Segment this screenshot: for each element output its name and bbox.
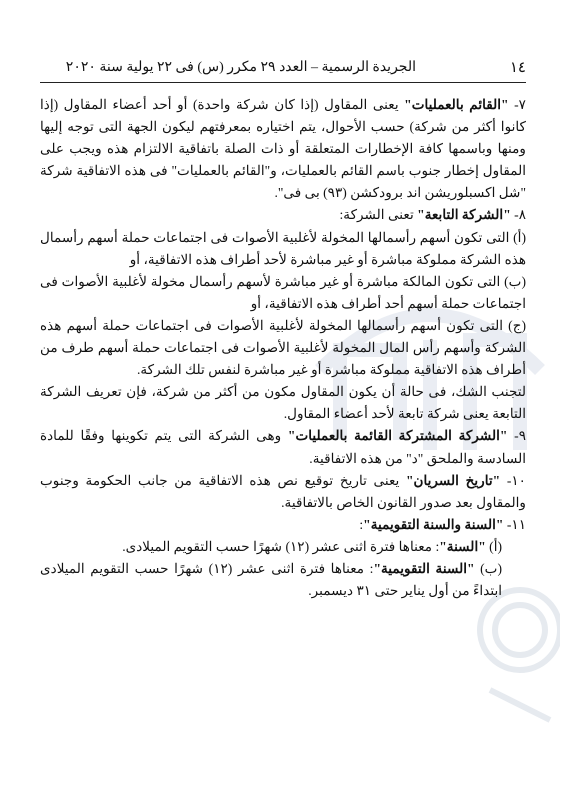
defined-term: "السنة" [439,538,486,554]
header-rule [40,82,526,83]
paragraph-8-a: (أ) التى تكون أسهم رأسمالها المخولة لأغلبية الأصوات فى اجتماعات حملة أسهم رأسمال هذه الشركة مملوكة مباشرة أو غير مباشرة لأحد أطراف هذه الاتفاقية، أو [40,229,526,267]
paragraph-text: وهى الشركة التى يتم تكوينها وفقًا للمادة السادسة والملحق "د" من هذه الاتفاقية. [40,428,526,466]
paragraph-text: تعنى الشركة: [339,207,418,223]
paragraph-8-c: (ج) التى تكون أسهم رأسمالها المخولة لأغلبية الأصوات فى اجتماعات حملة أسهم هذه الشركة وأسهم رأس المال المخولة لأغلبية الأصوات فى اجتماعات حملة أسهم طرف من أطراف هذه الاتفاقية مملوكة مباشرة أو غير مباشرة لنفس تلك الشركة. [40,317,526,378]
defined-term: "الشركة التابعة" [417,207,511,223]
paragraph-text: : معناها فترة اثنى عشر (١٢) شهرًا حسب التقويم الميلادى ابتداءً من أول يناير حتى ٣١ ديسمبر. [40,560,502,599]
paragraph-text: يعنى المقاول (إذا كان شركة واحدة) أو أحد أعضاء المقاول (إذا كانوا أكثر من شركة) حسب الأحوال، يتم اختياره بمعرفتهم ليكون الجهة التى توجه إليها ومنها وباسمها كافة الإخطارات المتعلقة أو ذات الصلة باتفاقية الالتزام هذه ويجب على المقاول إخطار جنوب باسم القائم بالعمليات، و"القائم بالعمليات" فى هذه الاتفاقية شركة "شل اكسبلوريشن اند برودكشن (٩٣) بى فى". [40,97,526,201]
paragraph-number: ٩- [507,428,526,444]
paragraph-number: ١٠- [500,472,526,488]
paragraph-text: : معناها فترة اثنى عشر (١٢) شهرًا حسب التقويم الميلادى. [122,538,440,554]
item-marker: (أ) [485,538,502,554]
paragraph-8-b: (ب) التى تكون المالكة مباشرة أو غير مباشرة لأسهم رأسمال مخولة لأغلبية الأصوات فى اجتماعات حملة أسهم أحد أطراف هذه الاتفاقية، أو [40,273,526,311]
defined-term: "السنة التقويمية" [373,560,475,576]
paragraph-number: ١١- [503,516,526,532]
defined-term: "الشركة المشتركة القائمة بالعمليات" [287,428,508,444]
document-body [40,94,526,602]
paragraph-number: ٧- [508,97,526,112]
defined-term: "تاريخ السريان" [405,472,501,488]
paragraph-8-note: لتجنب الشك، فى حالة أن يكون المقاول مكون من أكثر من شركة، فإن تعريف الشركة التابعة يعنى شركة تابعة لأحد أعضاء المقاول. [40,384,526,422]
paragraph-7 [40,94,526,204]
paragraph-text: : [359,516,364,532]
gazette-title: الجريدة الرسمية – العدد ٢٩ مكرر (س) فى ٢٢ يولية سنة ٢٠٢٠ [65,60,416,75]
paragraph-9 [40,425,526,469]
item-marker: (ب) [474,560,502,576]
paragraph-text: يعنى تاريخ توقيع نص هذه الاتفاقية من جانب الحكومة وجنوب والمقاول بعد صدور القانون الخاص بالاتفاقية. [40,472,526,510]
paragraph-number: ٨- [510,207,526,223]
page-header [40,58,526,80]
paragraph-10 [40,470,526,514]
page-number: ١٤ [509,60,526,76]
paragraph-11-a [40,536,526,558]
defined-term: "السنة والسنة التقويمية" [363,516,504,532]
paragraph-11 [40,514,526,536]
paragraph-11-b [40,558,526,602]
paragraph-8 [40,204,526,226]
defined-term: "القائم بالعمليات" [404,97,509,112]
